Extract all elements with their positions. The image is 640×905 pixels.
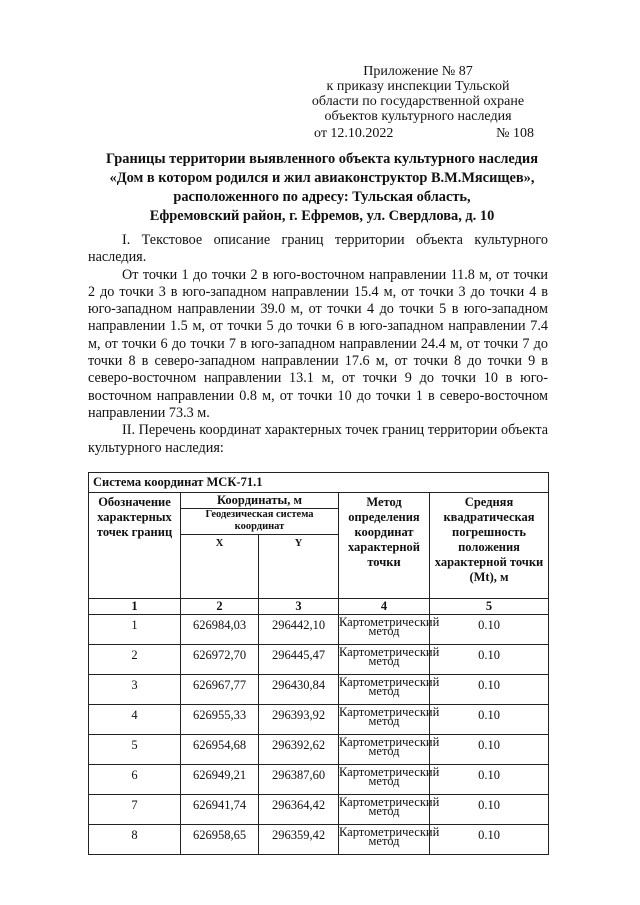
coord-x: 626949,21 <box>181 765 259 795</box>
appendix-line: Приложение № 87 <box>363 64 473 79</box>
title-line: «Дом в котором родился и жил авиаконструктор В.М.Мясищев», <box>109 170 535 186</box>
accuracy: 0.10 <box>430 645 549 675</box>
column-number: 4 <box>339 599 430 615</box>
coord-x: 626967,77 <box>181 675 259 705</box>
order-date-line <box>300 126 536 141</box>
header-method: Метод определения координат характерной точки <box>339 493 430 599</box>
header-designation: Обозначение характерных точек границ <box>89 493 181 599</box>
coord-y: 296364,42 <box>259 795 339 825</box>
accuracy: 0.10 <box>430 675 549 705</box>
point-number: 8 <box>89 825 181 855</box>
header-geodetic: Геодезическая система координат <box>181 509 339 535</box>
table-row <box>89 615 549 645</box>
table-row <box>89 645 549 675</box>
coord-y: 296359,42 <box>259 825 339 855</box>
method: Картометрический метод <box>339 615 430 645</box>
point-number: 3 <box>89 675 181 705</box>
method: Картометрический метод <box>339 795 430 825</box>
accuracy: 0.10 <box>430 735 549 765</box>
table-row <box>89 795 549 825</box>
header-x: X <box>181 535 259 599</box>
coordinates-table <box>88 472 549 855</box>
coord-y: 296387,60 <box>259 765 339 795</box>
accuracy: 0.10 <box>430 795 549 825</box>
point-number: 4 <box>89 705 181 735</box>
appendix-line: к приказу инспекции Тульской <box>326 79 510 94</box>
table-row <box>89 765 549 795</box>
point-number: 2 <box>89 645 181 675</box>
table-row <box>89 675 549 705</box>
description-body <box>88 232 548 457</box>
accuracy: 0.10 <box>430 765 549 795</box>
coord-x: 626984,03 <box>181 615 259 645</box>
section1-heading: I. Текстовое описание границ территории объекта культурного наследия. <box>88 232 548 266</box>
method: Картометрический метод <box>339 735 430 765</box>
point-number: 1 <box>89 615 181 645</box>
coordinate-system: Система координат МСК-71.1 <box>89 473 549 493</box>
header-accuracy: Средняя квадратическая погрешность положения характерной точки (Mt), м <box>430 493 549 599</box>
point-number: 5 <box>89 735 181 765</box>
title-line: расположенного по адресу: Тульская область, <box>173 189 471 205</box>
document-title <box>82 150 562 226</box>
accuracy: 0.10 <box>430 705 549 735</box>
appendix-header <box>300 64 536 141</box>
header-coordinates: Координаты, м <box>181 493 339 509</box>
method: Картометрический метод <box>339 645 430 675</box>
order-date: от 12.10.2022 <box>314 126 394 141</box>
coord-x: 626955,33 <box>181 705 259 735</box>
accuracy: 0.10 <box>430 825 549 855</box>
point-number: 6 <box>89 765 181 795</box>
table-row <box>89 705 549 735</box>
coord-x: 626954,68 <box>181 735 259 765</box>
coord-y: 296430,84 <box>259 675 339 705</box>
coord-x: 626941,74 <box>181 795 259 825</box>
coord-y: 296442,10 <box>259 615 339 645</box>
coord-y: 296393,92 <box>259 705 339 735</box>
coord-x: 626972,70 <box>181 645 259 675</box>
column-number: 5 <box>430 599 549 615</box>
appendix-line: объектов культурного наследия <box>324 109 512 124</box>
method: Картометрический метод <box>339 675 430 705</box>
method: Картометрический метод <box>339 705 430 735</box>
coord-x: 626958,65 <box>181 825 259 855</box>
order-number: № 108 <box>496 126 534 141</box>
section2-heading: II. Перечень координат характерных точек границ территории объекта культурного наследия: <box>88 422 548 456</box>
title-line: Ефремовский район, г. Ефремов, ул. Свердлова, д. 10 <box>149 208 495 224</box>
coord-y: 296445,47 <box>259 645 339 675</box>
header-y: Y <box>259 535 339 599</box>
column-number: 1 <box>89 599 181 615</box>
coord-y: 296392,62 <box>259 735 339 765</box>
table-row <box>89 825 549 855</box>
accuracy: 0.10 <box>430 615 549 645</box>
appendix-line: области по государственной охране <box>311 94 525 109</box>
column-number: 3 <box>259 599 339 615</box>
title-line: Границы территории выявленного объекта культурного наследия <box>106 151 538 167</box>
method: Картометрический метод <box>339 765 430 795</box>
column-number: 2 <box>181 599 259 615</box>
table-row <box>89 735 549 765</box>
point-number: 7 <box>89 795 181 825</box>
method: Картометрический метод <box>339 825 430 855</box>
section1-text: От точки 1 до точки 2 в юго-восточном направлении 11.8 м, от точки 2 до точки 3 в юго-западном направлении 15.4 м, от точки 3 до точки 4 в юго-западном направлении 39.0 м, от точки 4 до точки 5 в юго-западном направлении 1.5 м, от точки 5 до точки 6 в юго-западном направлении 7.4 м, от точки 6 до точки 7 в юго-западном направлении 24.4 м, от точки 7 до точки 8 в северо-западном направлении 17.6 м, от точки 8 до точки 9 в северо-восточном направлении 13.1 м, от точки 9 до точки 10 в юго-восточном направлении 0.8 м, от точки 10 до точки 1 в северо-восточном направлении 73.3 м. <box>88 266 548 421</box>
